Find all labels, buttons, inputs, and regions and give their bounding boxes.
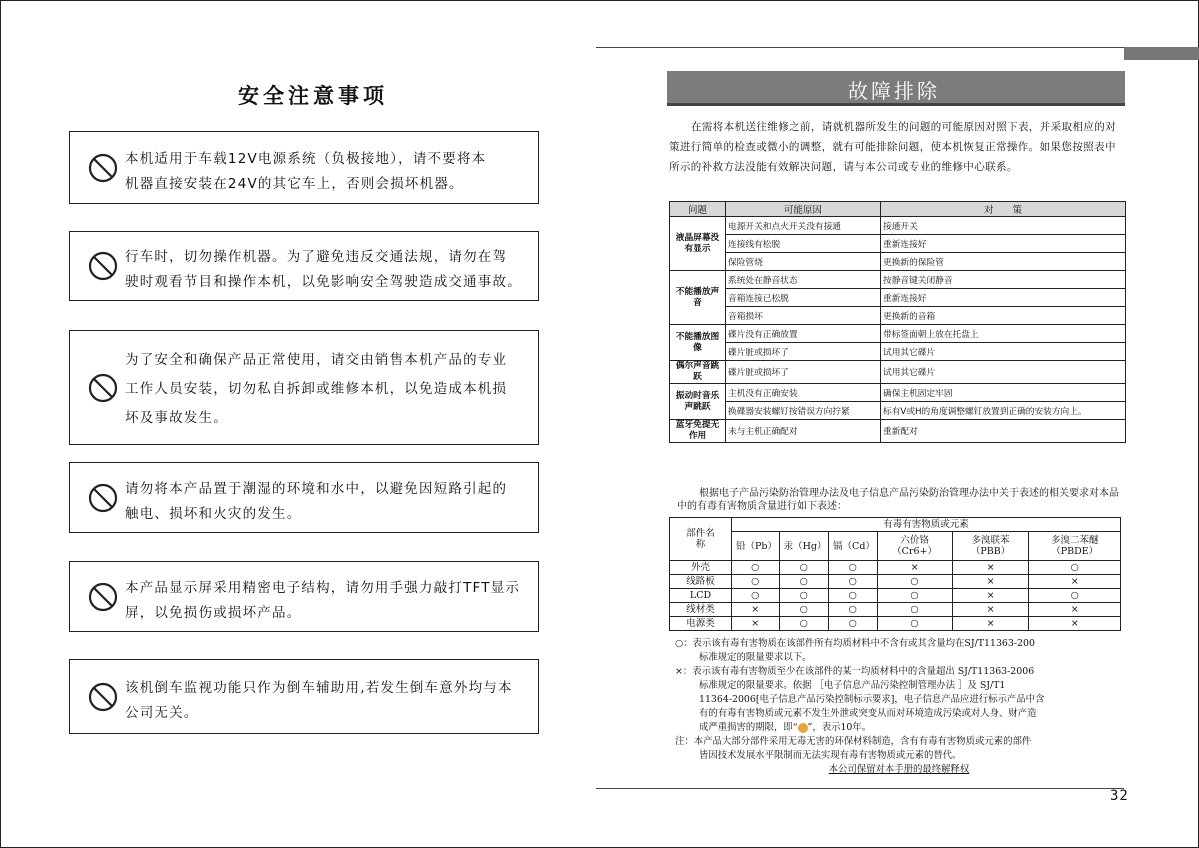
substance-mark-cell: ○ xyxy=(829,617,877,631)
notice-text-line: 本产品显示屏采用精密电子结构，请勿用手强力敲打TFT显示 xyxy=(125,580,521,596)
safety-notice xyxy=(69,231,539,301)
safety-notice xyxy=(69,131,539,204)
header-solution: 对 策 xyxy=(881,202,1126,217)
note-remark-line2: 皆因技术发展水平限制而无法实现有毒有害物质或元素的替代。 xyxy=(699,750,962,761)
pollution-table xyxy=(669,517,1121,631)
substance-header: 多溴二苯醚（PBDE） xyxy=(1029,532,1121,561)
page-tab xyxy=(1124,47,1199,60)
substance-mark-cell: × xyxy=(952,603,1029,617)
solution-cell: 重新配对 xyxy=(881,420,1126,443)
table-row xyxy=(670,253,1126,271)
top-rule xyxy=(596,47,1124,48)
solution-cell: 重新连接好 xyxy=(881,235,1126,253)
prohibited-icon xyxy=(88,582,118,612)
cause-cell: 保险管烧 xyxy=(726,253,881,271)
table-row xyxy=(670,271,1126,289)
cause-cell: 碟片脏或损坏了 xyxy=(726,343,881,361)
substance-mark-cell: ○ xyxy=(732,589,780,603)
problem-cell: 偶尔声音跳跃 xyxy=(670,361,726,384)
cause-cell: 系统处在静音状态 xyxy=(726,271,881,289)
table-row xyxy=(670,217,1126,235)
substance-mark-cell: × xyxy=(877,561,952,575)
header-problem: 问题 xyxy=(670,202,726,217)
cause-cell: 碟片脏或损坏了 xyxy=(726,361,881,384)
safety-notice xyxy=(69,561,539,632)
part-name-cell: 线路板 xyxy=(670,575,732,589)
solution-cell: 更换新的保险管 xyxy=(881,253,1126,271)
solution-cell: 更换新的音箱 xyxy=(881,307,1126,325)
rights-reserved: 本公司保留对本手册的最终解释权 xyxy=(828,764,970,775)
solution-cell: 试用其它碟片 xyxy=(881,361,1126,384)
prohibited-icon xyxy=(88,373,118,403)
notice-text-line: 工作人员安装，切勿私自拆卸或维修本机，以免造成本机损 xyxy=(125,381,508,397)
notice-text-line: 请勿将本产品置于潮湿的环境和水中，以避免因短路引起的 xyxy=(125,481,508,497)
pollution-intro xyxy=(677,487,1123,513)
prohibited-icon xyxy=(88,483,118,513)
eco-period-icon xyxy=(798,723,808,733)
substance-mark-cell: ○ xyxy=(829,603,877,617)
note-x-line4: 有的有毒有害物质或元素不发生外泄或突变从而对环境造成污染或对人身、财产造 xyxy=(699,708,1037,719)
substance-header: 铅（Pb） xyxy=(732,532,780,561)
solution-cell: 确保主机固定牢固 xyxy=(881,384,1126,402)
safety-notice xyxy=(69,462,539,533)
page-number: 32 xyxy=(1110,788,1129,804)
table-row xyxy=(670,289,1126,307)
solution-cell: 带标签面朝上放在托盘上 xyxy=(881,325,1126,343)
notice-text-line: 该机倒车监视功能只作为倒车辅助用,若发生倒车意外均与本 xyxy=(125,680,513,696)
notice-text-line: 行车时，切勿操作机器。为了避免违反交通法规，请勿在驾 xyxy=(125,249,508,265)
substance-mark-cell: ○ xyxy=(1029,561,1121,575)
solution-cell: 按静音键关闭静音 xyxy=(881,271,1126,289)
problem-cell: 不能播放图像 xyxy=(670,325,726,361)
solution-cell: 接通开关 xyxy=(881,217,1126,235)
substance-mark-cell: ○ xyxy=(779,603,828,617)
pollution-notes xyxy=(675,637,1123,777)
substance-mark-cell: ○ xyxy=(829,589,877,603)
troubleshooting-header xyxy=(667,71,1125,106)
prohibited-icon xyxy=(88,682,118,712)
substance-mark-cell: ○ xyxy=(877,617,952,631)
note-x-line1: ×：表示该有毒有害物质至少在该部件的某一均质材料中的含量超出 SJ/T11363-2006 xyxy=(675,666,1035,677)
substance-mark-cell: ○ xyxy=(877,575,952,589)
note-x-line5-a: 成严重损害的期限，即“ xyxy=(699,722,798,733)
substance-header: 六价铬（Cr6+） xyxy=(877,532,952,561)
pollution-group-header: 有毒有害物质或元素 xyxy=(732,518,1121,532)
notice-text-line: 本机适用于车载12V电源系统（负极接地），请不要将本 xyxy=(125,151,487,167)
substance-mark-cell: × xyxy=(1029,617,1121,631)
table-row xyxy=(670,361,1126,384)
solution-cell: 试用其它碟片 xyxy=(881,343,1126,361)
problem-cell: 振动时音乐声跳跃 xyxy=(670,384,726,420)
pollution-row xyxy=(670,575,1121,589)
table-header-row xyxy=(670,202,1126,217)
part-name-cell: 外壳 xyxy=(670,561,732,575)
substance-mark-cell: ○ xyxy=(829,575,877,589)
table-row xyxy=(670,307,1126,325)
prohibited-icon xyxy=(88,251,118,281)
pollution-row xyxy=(670,561,1121,575)
substance-mark-cell: ○ xyxy=(779,589,828,603)
problem-cell: 蓝牙免提无作用 xyxy=(670,420,726,443)
substance-mark-cell: × xyxy=(732,603,780,617)
pollution-row xyxy=(670,603,1121,617)
problem-cell: 不能播放声音 xyxy=(670,271,726,325)
substance-mark-cell: ○ xyxy=(779,617,828,631)
safety-title: 安全注意事项 xyxy=(238,84,388,108)
note-x-line5 xyxy=(675,721,1123,735)
cause-cell: 连接线有松脱 xyxy=(726,235,881,253)
cause-cell: 音箱连接已松脱 xyxy=(726,289,881,307)
prohibited-icon xyxy=(88,153,118,183)
substance-mark-cell: ○ xyxy=(779,561,828,575)
solution-cell: 标有V或H的角度调整螺钉放置到正确的安装方向上。 xyxy=(881,402,1126,420)
substance-header: 镉（Cd） xyxy=(829,532,877,561)
troubleshooting-table xyxy=(669,201,1126,443)
cause-cell: 未与主机正确配对 xyxy=(726,420,881,443)
cause-cell: 碟片没有正确放置 xyxy=(726,325,881,343)
substance-header: 多溴联苯（PBB） xyxy=(952,532,1029,561)
part-name-cell: 线材类 xyxy=(670,603,732,617)
note-x-line2: 标准规定的限量要求。依据 ［电子信息产品污染控制管理办法 ］及 SJ/T1 xyxy=(699,680,1006,691)
pollution-part-header: 部件名称 xyxy=(670,518,732,561)
cause-cell: 换碟器安装螺钉按错误方向拧紧 xyxy=(726,402,881,420)
troubleshooting-intro xyxy=(669,117,1121,177)
safety-notice xyxy=(69,659,539,734)
notice-text-line: 坏及事故发生。 xyxy=(125,410,228,426)
substance-mark-cell: × xyxy=(952,561,1029,575)
substance-mark-cell: ○ xyxy=(877,589,952,603)
notice-text-line: 公司无关。 xyxy=(125,705,199,721)
pollution-row xyxy=(670,617,1121,631)
table-row xyxy=(670,235,1126,253)
notice-text-line: 机器直接安装在24V的其它车上，否则会损坏机器。 xyxy=(125,176,464,192)
substance-mark-cell: ○ xyxy=(732,561,780,575)
substance-mark-cell: ○ xyxy=(732,575,780,589)
substance-mark-cell: × xyxy=(952,575,1029,589)
table-row xyxy=(670,325,1126,343)
notice-text-line: 驶时观看节目和操作本机，以免影响安全驾驶造成交通事故。 xyxy=(125,274,522,290)
note-x-line3: 11364-2006[电子信息产品污染控制标示要求]，电子信息产品应进行标示产品中含 xyxy=(699,694,1045,705)
notice-text-line: 屏，以免损伤或损坏产品。 xyxy=(125,605,302,621)
part-name-cell: LCD xyxy=(670,589,732,603)
substance-mark-cell: ○ xyxy=(877,603,952,617)
note-remark-line1: 注：本产品大部分部件采用无毒无害的环保材料制造，含有有毒有害物质或元素的部件 xyxy=(675,736,1032,747)
cause-cell: 电源开关和点火开关没有接通 xyxy=(726,217,881,235)
table-row xyxy=(670,343,1126,361)
substance-mark-cell: ○ xyxy=(829,561,877,575)
intro-text: 在需将本机送往维修之前，请就机器所发生的问题的可能原因对照下表，并采取相应的对策进行简单的检查或微小的调整，就有可能排除问题，使本机恢复正常操作。如果您按照表中所示的补救方法没能有效解决问题，请与本公司或专业的维修中心联系。 xyxy=(669,121,1117,173)
cause-cell: 主机没有正确安装 xyxy=(726,384,881,402)
substance-header: 汞（Hg） xyxy=(779,532,828,561)
solution-cell: 重新连接好 xyxy=(881,289,1126,307)
note-o-line2: 标准规定的限量要求以下。 xyxy=(699,652,812,663)
substance-mark-cell: ○ xyxy=(1029,589,1121,603)
problem-cell: 液晶屏幕没有显示 xyxy=(670,217,726,271)
substance-mark-cell: × xyxy=(732,617,780,631)
header-cause: 可能原因 xyxy=(726,202,881,217)
pollution-row xyxy=(670,589,1121,603)
substance-mark-cell: × xyxy=(952,617,1029,631)
table-row xyxy=(670,384,1126,402)
troubleshooting-title: 故障排除 xyxy=(848,79,940,103)
safety-notice xyxy=(69,330,539,445)
note-x-line5-b: ”，表示10年。 xyxy=(807,722,872,733)
substance-mark-cell: ○ xyxy=(779,575,828,589)
notice-text-line: 为了安全和确保产品正常使用，请交由销售本机产品的专业 xyxy=(125,352,508,368)
note-o-line1: ○：表示该有毒有害物质在该部件所有均质材料中不含有或其含量均在SJ/T11363-200 xyxy=(675,638,1035,649)
substance-mark-cell: × xyxy=(1029,575,1121,589)
table-row xyxy=(670,402,1126,420)
pollution-intro-text: 根据电子产品污染防治管理办法及电子信息产品污染防治管理办法中关于表述的相关要求对本品中的有毒有害物质含量进行如下表述： xyxy=(677,488,1119,512)
substance-mark-cell: × xyxy=(952,589,1029,603)
cause-cell: 音箱损坏 xyxy=(726,307,881,325)
bottom-rule xyxy=(596,788,1124,789)
table-row xyxy=(670,420,1126,443)
part-name-cell: 电源类 xyxy=(670,617,732,631)
substance-mark-cell: × xyxy=(1029,603,1121,617)
notice-text-line: 触电、损坏和火灾的发生。 xyxy=(125,506,302,522)
